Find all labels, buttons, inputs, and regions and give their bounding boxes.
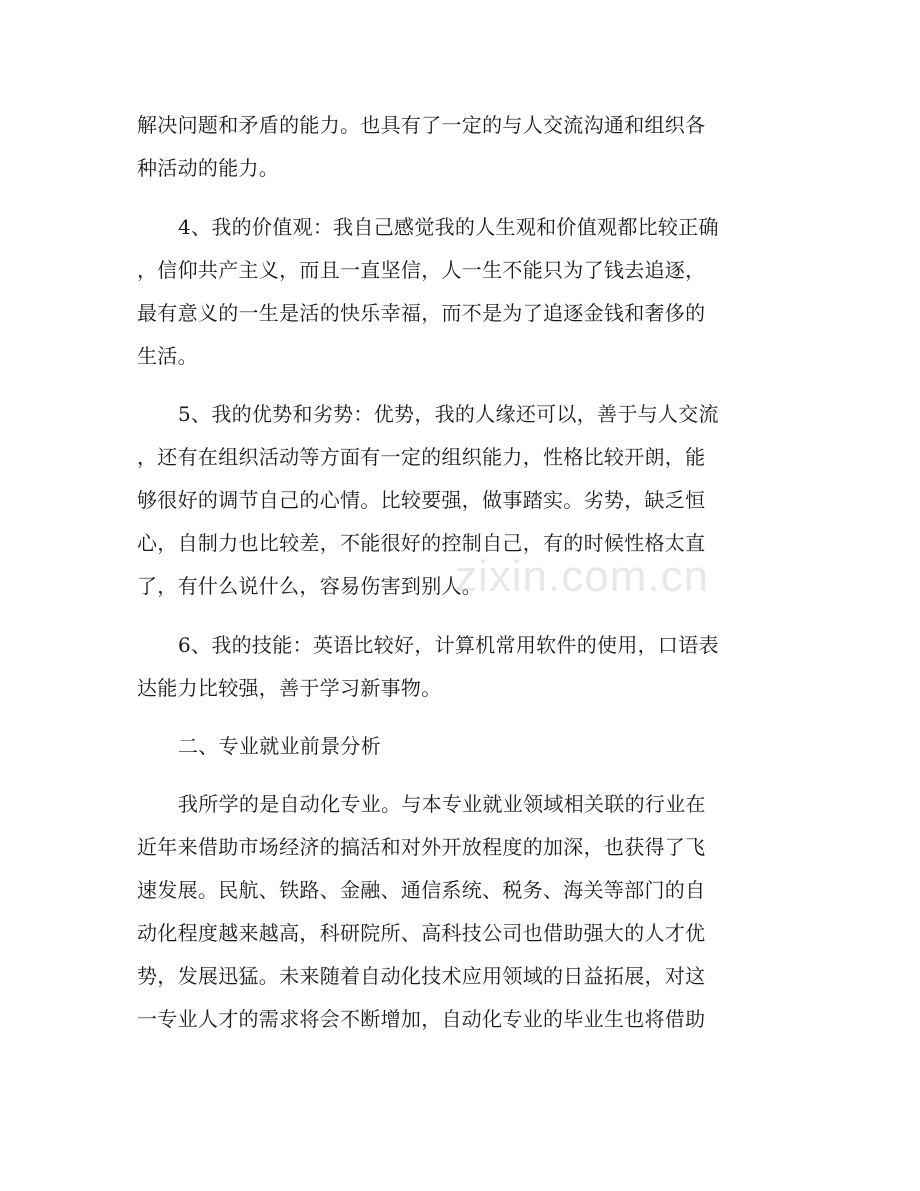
text-line: 解决问题和矛盾的能力。也具有了一定的与人交流沟通和组织各 bbox=[137, 113, 706, 137]
text-line: 心，自制力也比较差，不能很好的控制自己，有的时候性格太直 bbox=[137, 531, 706, 555]
paragraph-first-line: 我所学的是自动化专业。与本专业就业领域相关联的行业在 bbox=[178, 792, 706, 816]
text-line: 近年来借助市场经济的搞活和对外开放程度的加深，也获得了飞 bbox=[137, 835, 706, 859]
paragraph-first-line: 5、我的优势和劣势：优势，我的人缘还可以，善于与人交流 bbox=[178, 402, 719, 426]
text-line: 一专业人才的需求将会不断增加，自动化专业的毕业生也将借助 bbox=[137, 1007, 706, 1031]
paragraph-first-line: 4、我的价值观：我自己感觉我的人生观和价值观都比较正确 bbox=[178, 215, 719, 239]
text-line: ，还有在组织活动等方面有一定的组织能力，性格比较开朗，能 bbox=[137, 445, 706, 469]
text-line: ，信仰共产主义，而且一直坚信，人一生不能只为了钱去追逐， bbox=[137, 258, 706, 282]
text-line: 势，发展迅猛。未来随着自动化技术应用领域的日益拓展，对这 bbox=[137, 964, 706, 988]
text-line: 最有意义的一生是活的快乐幸福，而不是为了追逐金钱和奢侈的 bbox=[137, 301, 706, 325]
section-heading: 二、专业就业前景分析 bbox=[178, 734, 381, 758]
text-line: 生活。 bbox=[137, 344, 198, 368]
watermark: zixin.com.cn bbox=[455, 552, 710, 601]
text-line: 种活动的能力。 bbox=[137, 156, 280, 180]
text-line: 达能力比较强，善于学习新事物。 bbox=[137, 676, 442, 700]
text-line: 速发展。民航、铁路、金融、通信系统、税务、海关等部门的自 bbox=[137, 878, 706, 902]
text-line: 了，有什么说什么，容易伤害到别人。 bbox=[137, 574, 483, 598]
text-line: 动化程度越来越高，科研院所、高科技公司也借助强大的人才优 bbox=[137, 921, 706, 945]
text-line: 够很好的调节自己的心情。比较要强，做事踏实。劣势，缺乏恒 bbox=[137, 488, 706, 512]
paragraph-first-line: 6、我的技能：英语比较好，计算机常用软件的使用，口语表 bbox=[178, 633, 719, 657]
